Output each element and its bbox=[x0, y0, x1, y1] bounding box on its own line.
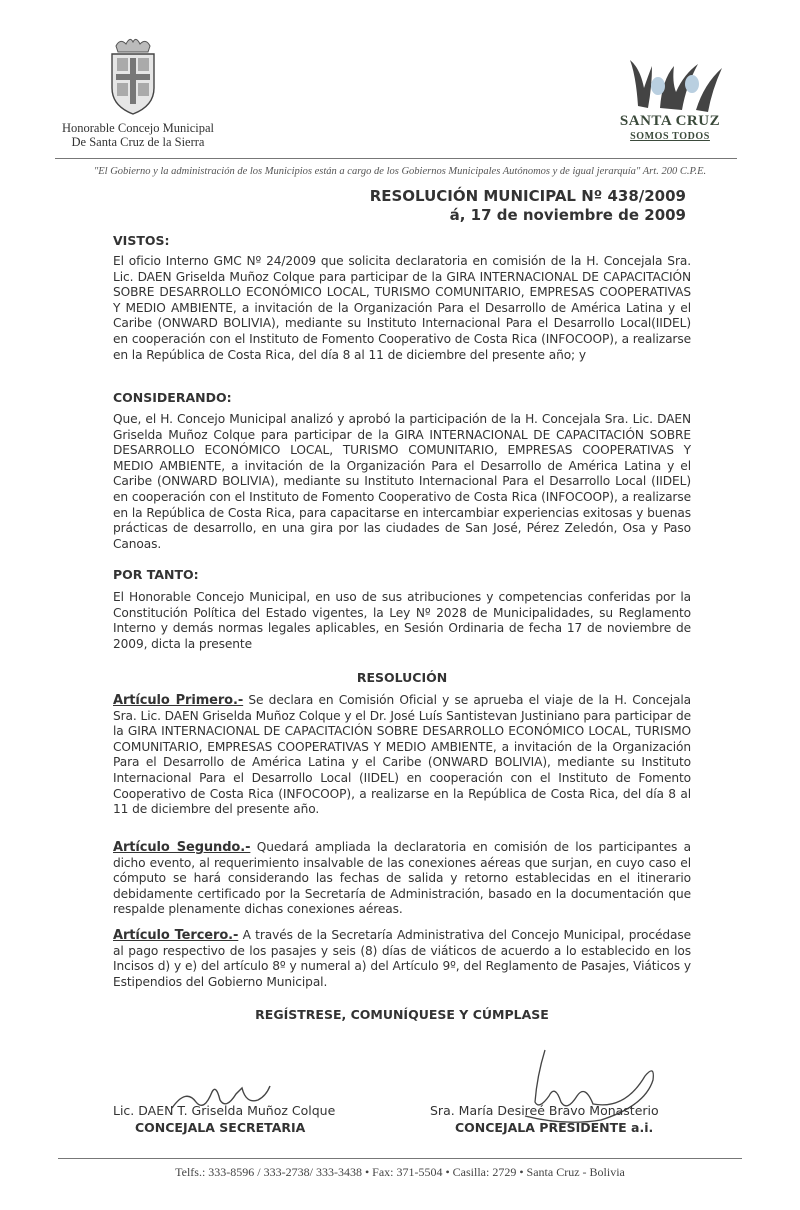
considerando-heading: CONSIDERANDO: bbox=[113, 390, 232, 405]
article-third-label: Artículo Tercero.- bbox=[113, 928, 239, 943]
left-signatory-role: CONCEJALA SECRETARIA bbox=[135, 1120, 306, 1135]
footer-contact: Telfs.: 333-8596 / 333-2738/ 333-3438 • Fax: 371-5504 • Casilla: 2729 • Santa Cruz - Bolivia bbox=[175, 1165, 625, 1179]
article-second-label: Artículo Segundo.- bbox=[113, 840, 251, 855]
council-line-1: Honorable Concejo Municipal bbox=[61, 121, 215, 135]
right-signatory-name: Sra. María Desireé Bravo Monasterio bbox=[430, 1103, 659, 1118]
municipal-crest-icon bbox=[106, 36, 160, 116]
left-signatory-name: Lic. DAEN T. Griselda Muñoz Colque bbox=[113, 1103, 336, 1118]
resolution-date: á, 17 de noviembre de 2009 bbox=[449, 206, 686, 224]
por-tanto-heading: POR TANTO: bbox=[113, 567, 199, 582]
vistos-heading: VISTOS: bbox=[113, 233, 170, 248]
logo-title: SANTA CRUZ bbox=[619, 113, 721, 129]
article-first-label: Artículo Primero.- bbox=[113, 693, 244, 708]
right-signatory-role: CONCEJALA PRESIDENTE a.i. bbox=[455, 1120, 654, 1135]
council-name bbox=[40, 121, 236, 149]
constitution-quote: "El Gobierno y la administración de los Municipios están a cargo de los Gobiernos Municipales Autónomos y de igual jerarquía" Art. 200 C.P.E. bbox=[93, 166, 707, 177]
article-second-text: Quedará ampliada la declaratoria en comisión de los participantes a dicho evento, al requerimiento insalvable de las conexiones aéreas que surjan, en cuyo caso el cómputo se hará considerando las fechas de salida y retorno establecidas en el itinerario debidamente certificado por la Secretaría de Administración, basado en la documentación que respalde plenamente dichas conexiones aéreas. bbox=[113, 840, 691, 917]
closing-statement: REGÍSTRESE, COMUNÍQUESE Y CÚMPLASE bbox=[255, 1007, 549, 1022]
article-third bbox=[113, 928, 691, 990]
vistos-text: El oficio Interno GMC Nº 24/2009 que solicita declaratoria en comisión de la H. Concejala Sra. Lic. DAEN Griselda Muñoz Colque para participar de la GIRA INTERNACIONAL DE CAPACITACIÓN SOBRE DESARROLLO ECONÓMICO LOCAL, TURISMO COMUNITARIO, EMPRESAS COOPERATIVAS Y MEDIO AMBIENTE, a invitación de la Organización Para el Desarrollo de América Latina y el Caribe (ONWARD BOLIVIA), mediante su Instituto Internacional Para el Desarrollo Local(IIDEL) en cooperación con el Instituto de Fomento Cooperativo de Costa Rica (INFOCOOP), a realizarse en la República de Costa Rica, del día 8 al 11 de diciembre del presente año; y bbox=[113, 254, 691, 362]
considerando-text: Que, el H. Concejo Municipal analizó y aprobó la participación de la H. Concejala Sra. Lic. DAEN Griselda Muñoz Colque para participar de la GIRA INTERNACIONAL DE CAPACITACIÓN SOBRE DESARROLLO ECONÓMICO LOCAL, TURISMO COMUNITARIO, EMPRESAS COOPERATIVAS Y MEDIO AMBIENTE, a invitación de la Organización Para el Desarrollo de América Latina y el Caribe (ONWARD BOLIVIA), mediante su Instituto Internacional Para el Desarrollo Local (IIDEL) en cooperación con el Instituto de Fomento Cooperativo de Costa Rica (INFOCOOP), a realizarse en la República de Costa Rica, para capacitarse en intercambiar experiencias exitosas y buenas prácticas de desarrollo, en una gira por las ciudades de San José, Pérez Zeledón, Osa y Paso Canoas. bbox=[113, 412, 691, 551]
article-first-text: Se declara en Comisión Oficial y se aprueba el viaje de la H. Concejala Sra. Lic. DAEN Griselda Muñoz Colque y el Dr. José Luís Santistevan Justiniano para participar de la GIRA INTERNACIONAL DE CAPACITACIÓN SOBRE DESARROLLO ECONÓMICO LOCAL, TURISMO COMUNITARIO, EMPRESAS COOPERATIVAS Y MEDIO AMBIENTE, a invitación de la Organización Para el Desarrollo de América Latina y el Caribe (ONWARD BOLIVIA), mediante su Instituto Internacional Para el Desarrollo Local (IIDEL) en cooperación con el Instituto de Fomento Cooperativo de Costa Rica (INFOCOOP), a realizarse en la República de Costa Rica, del día 8 al 11 de diciembre del presente año. bbox=[113, 693, 691, 817]
resolucion-heading: RESOLUCIÓN bbox=[356, 670, 448, 685]
logo-subtitle: SOMOS TODOS bbox=[630, 131, 710, 142]
resolution-header bbox=[370, 187, 686, 225]
por-tanto-text: El Honorable Concejo Municipal, en uso de sus atribuciones y competencias conferidas por la Constitución Política del Estado vigentes, la Ley Nº 2028 de Municipalidades, su Reglamento Interno y demás normas legales aplicables, en Sesión Ordinaria de fecha 17 de noviembre de 2009, dicta la presente bbox=[113, 590, 691, 651]
article-third-text: A través de la Secretaría Administrativa del Concejo Municipal, procédase al pago respectivo de los pasajes y seis (8) días de viáticos de acuerdo a lo establecido en los Incisos d) y e) del artículo 8º y numeral a) del Artículo 9º, del Reglamento de Pasajes, Viáticos y Estipendios del Gobierno Municipal. bbox=[113, 928, 691, 989]
header-divider bbox=[55, 158, 737, 159]
council-line-2: De Santa Cruz de la Sierra bbox=[71, 135, 205, 149]
resolution-title: RESOLUCIÓN MUNICIPAL Nº 438/2009 bbox=[369, 187, 686, 205]
article-second bbox=[113, 840, 691, 918]
footer-divider bbox=[58, 1158, 742, 1159]
article-first bbox=[113, 693, 691, 818]
